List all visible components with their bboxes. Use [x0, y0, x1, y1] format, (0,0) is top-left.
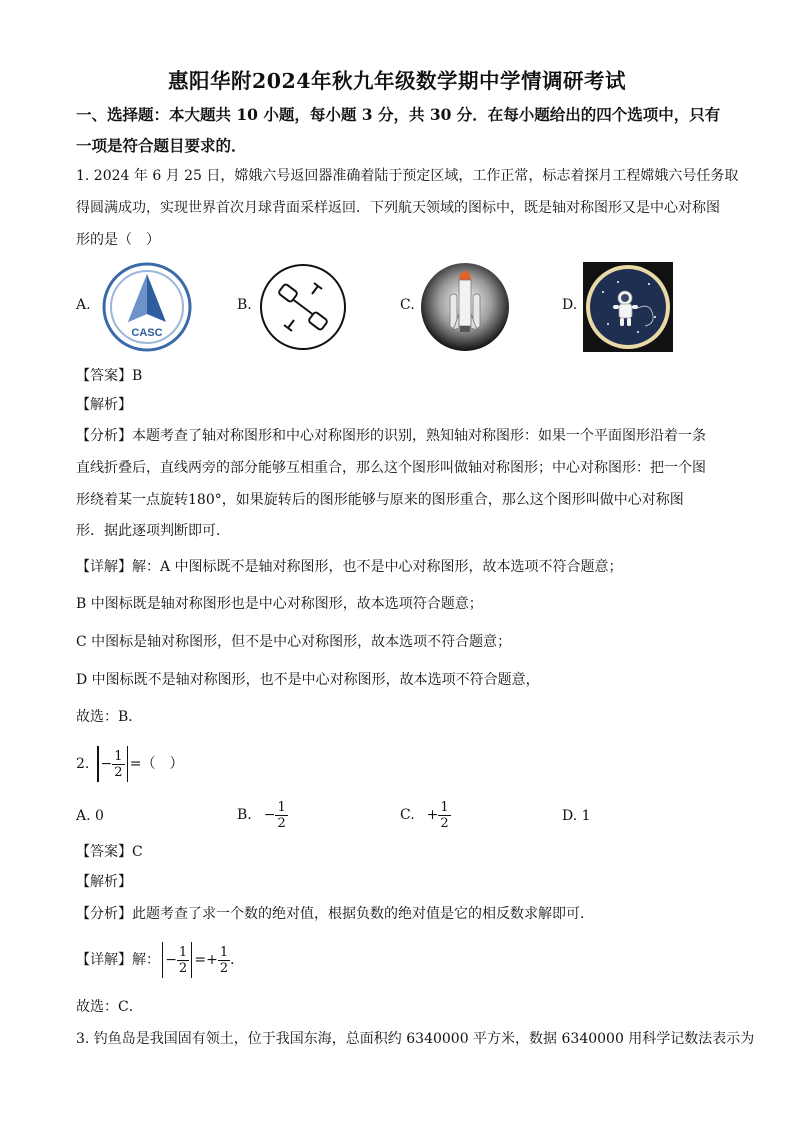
- q1-analysis-line4: 形．据此逐项判断即可．: [76, 523, 230, 539]
- space-shuttle-icon: [420, 262, 510, 352]
- abs-bar-right: [127, 746, 128, 782]
- q1-detail-line3: C 中图标是轴对称图形，但不是中心对称图形，故本选项不符合题意；: [76, 634, 512, 650]
- q2-detail-result-denominator: 2: [219, 960, 229, 976]
- q2-option-d: D. 1: [562, 808, 591, 824]
- q1-option-c-label: C.: [400, 297, 415, 313]
- q2-detail-denominator: 2: [178, 960, 188, 976]
- q2-fraction-numerator: 1: [114, 748, 123, 764]
- q2-detail-heading: 【详解】解：: [76, 952, 160, 968]
- q2-answer: 【答案】C: [76, 844, 143, 860]
- q1-option-d-label: D.: [562, 297, 578, 313]
- q2-detail-abs-bar-right: [191, 942, 192, 978]
- q2-stem-tail: =（ ）: [129, 756, 184, 772]
- satellite-symbol-icon: [258, 262, 348, 352]
- q2-option-c-denominator: 2: [440, 815, 449, 831]
- q2-detail-minus: −: [165, 952, 177, 968]
- q2-option-b-fraction: [275, 800, 287, 831]
- q2-option-b-denominator: 2: [277, 815, 286, 831]
- q1-detail-line2: B 中图标既是轴对称图形也是中心对称图形，故本选项符合题意；: [76, 596, 483, 612]
- q2-choose: 故选：C．: [76, 999, 143, 1015]
- q2-detail-result-fraction: [218, 945, 230, 976]
- q2-detail-equals: =+: [194, 952, 218, 968]
- q2-option-c-numerator: 1: [440, 799, 449, 815]
- q2-fraction-denominator: 2: [114, 764, 123, 780]
- q1-answer: 【答案】B: [76, 368, 143, 384]
- q2-option-c: [400, 795, 451, 835]
- q2-detail: [76, 940, 244, 980]
- q2-analysis: 【分析】此题考查了求一个数的绝对值，根据负数的绝对值是它的相反数求解即可．: [76, 906, 594, 922]
- q2-option-b-label: B.: [237, 807, 252, 823]
- q2-analysis-heading: 【解析】: [76, 874, 132, 890]
- q2-detail-end: ．: [230, 952, 245, 968]
- q2-option-a: A. 0: [76, 808, 104, 824]
- q2-detail-fraction: [177, 945, 189, 976]
- q1-analysis-line1: 【分析】本题考查了轴对称图形和中心对称图形的识别，熟知轴对称图形：如果一个平面图形沿着一条: [76, 428, 706, 444]
- q2-option-b-sign: −: [263, 807, 276, 823]
- q1-option-b-label: B.: [237, 297, 252, 313]
- q3-stem-line1: 3. 钓鱼岛是我国固有领土，位于我国东海，总面积约 6340000 平方米，数据 6340000 用科学记数法表示为: [76, 1031, 755, 1047]
- section-heading-line1: 一、选择题：本大题共 10 小题，每小题 3 分，共 30 分．在每小题给出的四个选项中，只有: [76, 105, 721, 124]
- q2-detail-result-numerator: 1: [219, 944, 229, 960]
- q1-stem-line1: 1. 2024 年 6 月 25 日，嫦娥六号返回器准确着陆于预定区域，工作正常，标志着探月工程嫦娥六号任务取: [76, 168, 739, 184]
- q2-option-c-sign: +: [426, 807, 439, 823]
- q1-analysis-line2: 直线折叠后，直线两旁的部分能够互相重合，那么这个图形叫做轴对称图形；中心对称图形：把一个图: [76, 460, 706, 476]
- q1-choose: 故选：B．: [76, 709, 143, 725]
- section-heading-line2: 一项是符合题目要求的．: [76, 136, 247, 155]
- q2-number: 2.: [76, 756, 90, 772]
- q1-analysis-heading: 【解析】: [76, 397, 132, 413]
- astronaut-badge-icon: [583, 262, 673, 352]
- q1-analysis-line3: 形绕着某一点旋转180°，如果旋转后的图形能够与原来的图形重合，那么这个图形叫做中心对称图: [76, 492, 684, 508]
- q2-option-c-fraction: [438, 800, 450, 831]
- abs-bar-left: [97, 746, 98, 782]
- q2-option-c-label: C.: [400, 807, 415, 823]
- q2-option-b: [237, 795, 288, 835]
- q1-detail-line1: 【详解】解：A 中图标既不是轴对称图形，也不是中心对称图形，故本选项不符合题意；: [76, 559, 623, 575]
- q1-detail-line4: D 中图标既不是轴对称图形，也不是中心对称图形，故本选项不符合题意，: [76, 672, 540, 688]
- q2-minus-sign: −: [100, 756, 113, 772]
- casc-logo-icon: [102, 262, 192, 352]
- page-title: 惠阳华附2024年秋九年级数学期中学情调研考试: [167, 69, 627, 93]
- q2-option-b-numerator: 1: [277, 799, 286, 815]
- q1-option-a-label: A.: [76, 297, 91, 313]
- q2-stem: [76, 744, 183, 784]
- casc-logo-text: CASC: [131, 327, 163, 339]
- q2-detail-abs-bar-left: [162, 942, 163, 978]
- q2-fraction: [112, 749, 124, 780]
- q2-detail-numerator: 1: [178, 944, 188, 960]
- q1-stem-line2: 得圆满成功，实现世界首次月球背面采样返回．下列航天领域的图标中，既是轴对称图形又是中心对称图: [76, 200, 720, 216]
- q1-stem-line3: 形的是（ ）: [76, 232, 160, 248]
